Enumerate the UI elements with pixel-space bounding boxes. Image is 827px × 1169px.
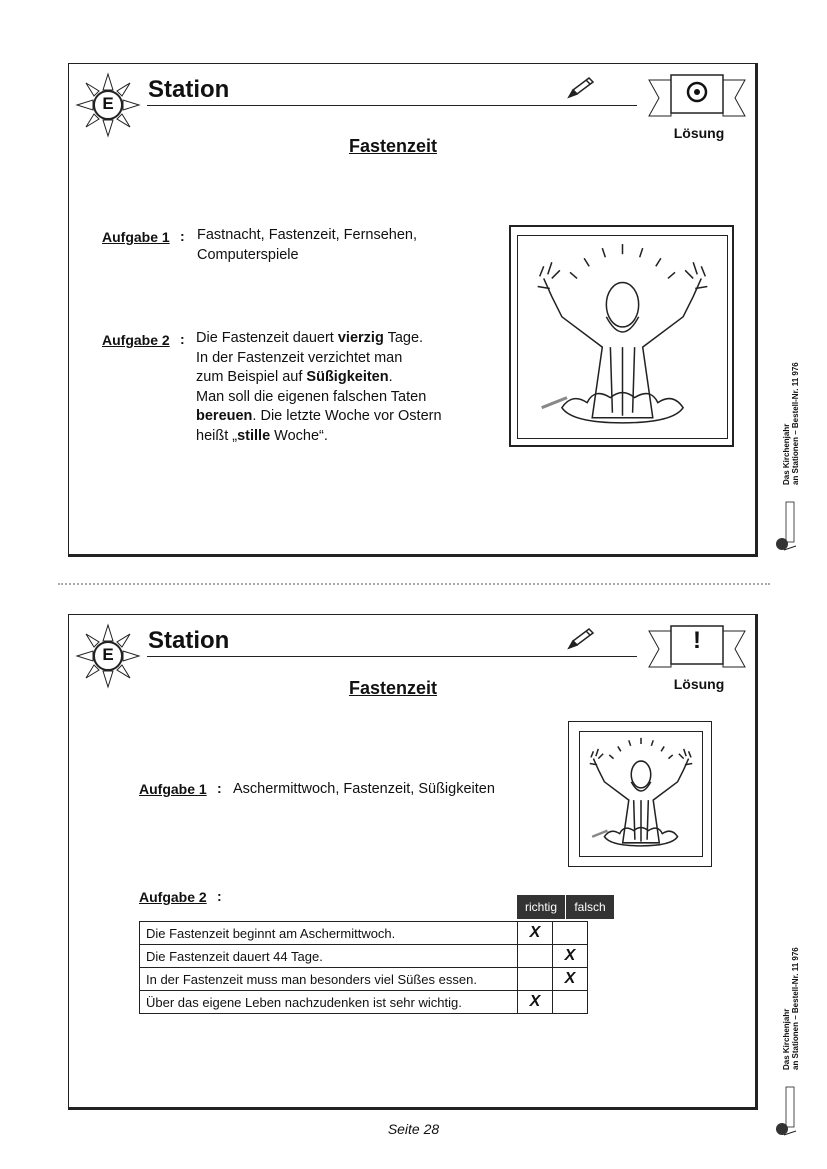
- subtitle: Fastenzeit: [348, 678, 438, 698]
- statement-cell: Über das eigene Leben nachzudenken ist sehr wichtig.: [140, 991, 518, 1014]
- side-label-1: Das Kirchenjahr an Stationen – Bestell-Nr. 11 976: [772, 350, 827, 550]
- table-row: [140, 922, 588, 945]
- answer-line: In der Fastenzeit verzichtet man: [196, 349, 403, 366]
- task1-label: Aufgabe 1: [139, 781, 207, 797]
- station-card-1: E Station Lösung Fastenzeit Aufgabe 1 : Fastnacht, Fastenzeit, Fernsehen, Computerspiele Aufgabe 2 : Die Fastenzeit dauert vierzig Tage. In der Fastenzeit verzichtet man zum Beispiel auf Süßigkeiten. Man soll die eigenen falschen Taten bereuen. Die letzte Woche vor Ostern heißt „stille Woche“.: [68, 63, 758, 557]
- falsch-cell[interactable]: [553, 991, 588, 1014]
- station-badge-letter: E: [102, 94, 114, 113]
- task1-answer: Aschermittwoch, Fastenzeit, Süßigkeiten: [233, 781, 495, 797]
- true-false-table: [139, 921, 588, 1014]
- solution-label: Lösung: [673, 125, 725, 141]
- header-richtig: richtig: [517, 895, 565, 919]
- title-divider: [147, 656, 637, 657]
- task1-label: Aufgabe 1: [102, 229, 170, 245]
- task1-answer: Fastnacht, Fastenzeit, Fernsehen, Computerspiele: [197, 227, 418, 263]
- task2-label: Aufgabe 2: [139, 889, 207, 905]
- table-row: [140, 991, 588, 1014]
- jesus-illustration: [568, 721, 712, 867]
- station-badge-letter: E: [102, 645, 114, 664]
- station-title: Station: [148, 627, 230, 654]
- pencil-icon: [565, 627, 595, 651]
- richtig-cell[interactable]: [518, 968, 553, 991]
- exclamation-icon: !: [693, 627, 701, 654]
- task2-answer: [196, 329, 496, 446]
- cut-line: [58, 583, 770, 585]
- pencil-icon: [565, 76, 595, 100]
- title-divider: [147, 105, 637, 106]
- falsch-cell[interactable]: X: [553, 945, 588, 968]
- station-title: Station: [148, 76, 230, 103]
- answer-line: Die Fastenzeit dauert vierzig Tage.: [196, 330, 424, 346]
- table-row: [140, 945, 588, 968]
- falsch-cell[interactable]: X: [553, 968, 588, 991]
- table-row: [140, 968, 588, 991]
- falsch-cell[interactable]: [553, 922, 588, 945]
- answer-line: bereuen. Die letzte Woche vor Ostern: [196, 408, 442, 424]
- risen-jesus-icon: [518, 236, 727, 438]
- task2-label: Aufgabe 2: [102, 332, 170, 348]
- risen-jesus-icon: [580, 732, 702, 856]
- statement-cell: Die Fastenzeit beginnt am Aschermittwoch.: [140, 922, 518, 945]
- tree-logo-icon: [774, 500, 798, 552]
- publisher-logo: [774, 500, 798, 552]
- statement-cell: Die Fastenzeit dauert 44 Tage.: [140, 945, 518, 968]
- side-label-2: Das Kirchenjahr an Stationen – Bestell-Nr. 11 976: [772, 935, 827, 1135]
- jesus-illustration: [509, 225, 734, 447]
- richtig-cell[interactable]: [518, 945, 553, 968]
- target-icon: [685, 80, 709, 104]
- answer-line: heißt „stille Woche“.: [196, 427, 328, 444]
- statement-cell: In der Fastenzeit muss man besonders viel Süßes essen.: [140, 968, 518, 991]
- page-footer: Seite 28: [387, 1121, 440, 1137]
- subtitle: Fastenzeit: [348, 136, 438, 156]
- solution-label: Lösung: [673, 676, 725, 692]
- header-falsch: falsch: [566, 895, 614, 919]
- answer-line: Man soll die eigenen falschen Taten: [196, 388, 427, 405]
- richtig-cell[interactable]: X: [518, 991, 553, 1014]
- station-card-2: E Station ! Lösung Fastenzeit Aufgabe 1 : Aschermittwoch, Fastenzeit, Süßigkeiten Aufgabe 2 : richtig falsch Die Fastenzeit beginnt am Aschermittwoch. X Die Fastenzeit dauert 44 Tage. X In der Fastenzeit muss man besonders viel Süßes essen. X Über das eigene Leben nachzudenken ist sehr wichtig. X: [68, 614, 758, 1110]
- answer-line: zum Beispiel auf Süßigkeiten.: [196, 369, 393, 385]
- richtig-cell[interactable]: X: [518, 922, 553, 945]
